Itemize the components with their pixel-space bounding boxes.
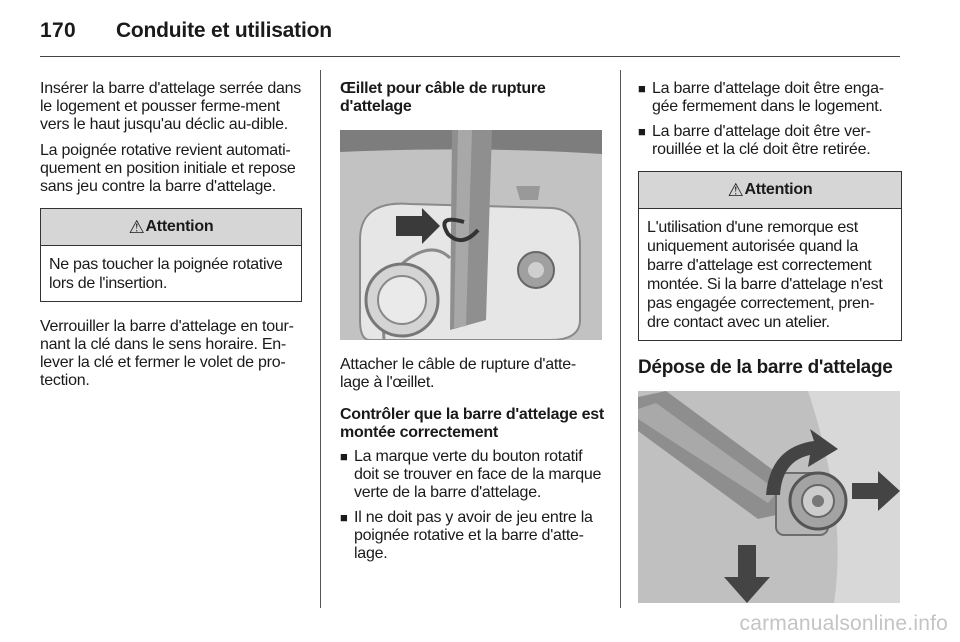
list-item xyxy=(638,123,902,159)
warning-header xyxy=(639,172,901,209)
warning-text: L'utilisation d'une remorque est uniquement autorisée quand la barre d'attelage est correctement montée. Si la barre d'attelage n'est pas engagée correctement, pren-dre contact avec un atelier. xyxy=(647,219,883,331)
warning-triangle-icon: ⚠ xyxy=(727,180,744,200)
warning-box-insertion xyxy=(40,208,302,302)
column-divider-left xyxy=(320,70,321,608)
bullet-marker: ■ xyxy=(638,81,646,96)
header-rule xyxy=(40,56,900,57)
page-number: 170 xyxy=(40,19,76,42)
bullet-list-check xyxy=(340,448,604,563)
column-3 xyxy=(638,80,902,603)
caption-attach-cable: Attacher le câble de rupture d'atte-lage à l'œillet. xyxy=(340,356,576,391)
bullet-marker: ■ xyxy=(638,124,646,139)
list-item-text: La barre d'attelage doit être ver-rouillée et la clé doit être retirée. xyxy=(652,123,871,158)
column-1 xyxy=(40,80,302,398)
heading-check-mounting: Contrôler que la barre d'attelage est montée correctement xyxy=(340,406,604,441)
bullet-marker: ■ xyxy=(340,449,348,464)
warning-text: Ne pas toucher la poignée rotative lors de l'insertion. xyxy=(49,256,283,292)
list-item-text: La marque verte du bouton rotatif doit se trouver en face de la marque verte de la barre d'attelage. xyxy=(354,448,602,501)
bullet-marker: ■ xyxy=(340,510,348,525)
warning-title: Attention xyxy=(145,218,214,235)
heading-breakaway-eyelet: Œillet pour câble de rupture d'attelage xyxy=(340,80,546,115)
section-title: Conduite et utilisation xyxy=(115,19,332,42)
towbar-removal-illustration xyxy=(638,391,900,603)
list-item xyxy=(638,80,902,116)
heading-remove-towbar: Dépose de la barre d'attelage xyxy=(638,357,893,378)
paragraph-insert-towbar: Insérer la barre d'attelage serrée dans le logement et pousser ferme-ment vers le haut jusqu'au déclic au-dible. xyxy=(40,80,302,133)
warning-triangle-icon: ⚠ xyxy=(128,217,145,237)
list-item xyxy=(340,448,604,502)
warning-title: Attention xyxy=(744,181,813,198)
paragraph-lock-towbar: Verrouiller la barre d'attelage en tour-nant la clé dans le sens horaire. En-lever la clé et fermer le volet de pro-tection. xyxy=(40,318,294,389)
bullet-list-requirements xyxy=(638,80,902,159)
list-item xyxy=(340,509,604,563)
list-item-text: Il ne doit pas y avoir de jeu entre la poignée rotative et la barre d'atte-lage. xyxy=(354,509,593,562)
breakaway-cable-eyelet-illustration xyxy=(340,130,602,340)
warning-box-trailer xyxy=(638,171,902,341)
column-2 xyxy=(340,80,604,570)
column-divider-right xyxy=(620,70,621,608)
paragraph-rotary-handle: La poignée rotative revient automati-quement en position initiale et repose sans jeu contre la barre d'attelage. xyxy=(40,142,296,195)
watermark: carmanualsonline.info xyxy=(739,612,948,635)
list-item-text: La barre d'attelage doit être enga-gée fermement dans le logement. xyxy=(652,80,884,115)
warning-header xyxy=(41,209,301,246)
page-header xyxy=(40,19,332,49)
